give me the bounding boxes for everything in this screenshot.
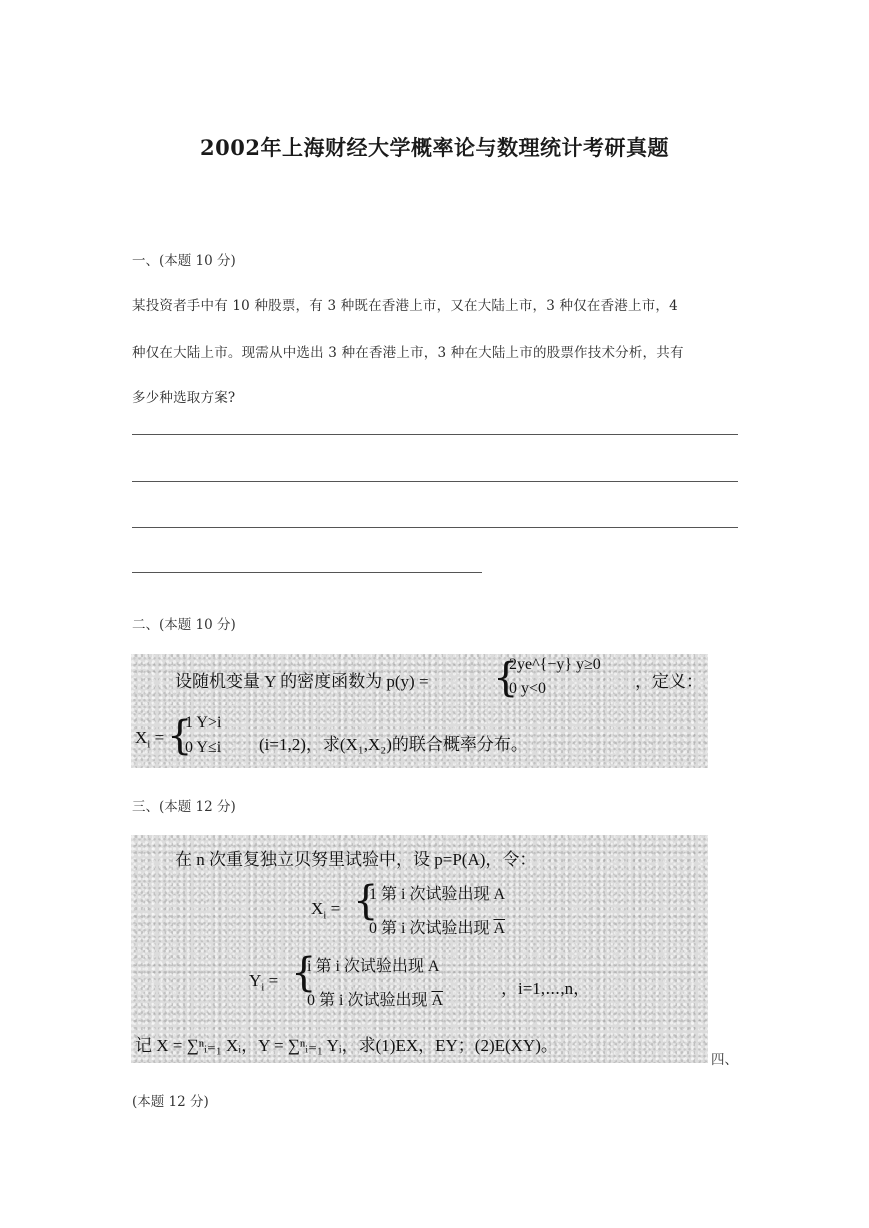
answer-rule xyxy=(132,434,738,435)
q2-case-1: 2ye^{−y} y≥0 xyxy=(509,656,601,673)
q3-x-sub: i xyxy=(323,909,327,922)
page-title: 2002年上海财经大学概率论与数理统计考研真题 xyxy=(200,135,669,160)
q3-y-tail: ，i=1,⋯,n， xyxy=(501,979,591,998)
q2-case-3: 1 Y>i xyxy=(185,714,222,731)
q1-line-3: 多少种选取方案? xyxy=(132,390,236,406)
q3-scanned-image xyxy=(131,835,708,1063)
q2-line2-x xyxy=(135,728,164,750)
q1-heading: 一、(本题 10 分) xyxy=(132,253,236,269)
q2-line2-suffix: (i=1,2)，求(X₁,X₂)的联合概率分布。 xyxy=(259,735,528,754)
q3-brace-y: { xyxy=(291,950,317,996)
q3-x-case-2 xyxy=(369,915,505,938)
q3-heading: 三、(本题 12 分) xyxy=(132,799,236,815)
q2-brace-1: { xyxy=(493,655,519,701)
q3-y-case-2-abar: $\overline{A}$ xyxy=(431,992,444,1009)
answer-rule xyxy=(132,527,738,528)
q2-case-2: 0 y<0 xyxy=(509,680,547,697)
q2-brace-2: { xyxy=(167,713,193,759)
answer-rule xyxy=(132,572,482,573)
q3-x-def: $X_i$ = xyxy=(311,899,341,922)
q2-heading: 二、(本题 10 分) xyxy=(132,617,236,633)
q4-number-tail: 四、 xyxy=(711,1052,738,1068)
q3-x-label: X xyxy=(311,899,324,918)
q3-y-case-2 xyxy=(307,987,443,1010)
q1-line-2: 种仅在大陆上市。现需从中选出 3 种在香港上市，3 种在大陆上市的股票作技术分析，共有 xyxy=(132,345,684,361)
q3-x-case-1: 1 第 i 次试验出现 A xyxy=(369,886,506,903)
q3-y-label: Y xyxy=(249,971,262,990)
q4-heading: (本题 12 分) xyxy=(132,1094,209,1110)
q3-brace-x: { xyxy=(353,878,379,924)
q3-x-case-2-text: 0 第 i 次试验出现 xyxy=(369,920,494,937)
q3-y-def: $Y_i$ = xyxy=(249,971,279,994)
q3-line-1: 在 n 次重复独立贝努里试验中，设 p=P(A)，令： xyxy=(175,850,537,869)
q3-y-case-1: i 第 i 次试验出现 A xyxy=(307,958,440,975)
q3-y-sub: i xyxy=(261,981,265,994)
q1-line-1: 某投资者手中有 10 种股票，有 3 种既在香港上市，又在大陆上市，3 种仅在香港上市，4 xyxy=(132,298,678,314)
q3-x-case-2-abar: $\overline{A}$ xyxy=(493,920,506,937)
q3-last-line: 记 X = ∑ⁿᵢ₌₁ Xᵢ，Y = ∑ⁿᵢ₌₁ Yᵢ，求(1)EX，EY；(2)E(XY)。 xyxy=(135,1036,558,1055)
q2-x-label: X xyxy=(135,728,148,747)
answer-rule xyxy=(132,481,738,482)
q2-case-4: 0 Y≤i xyxy=(185,739,222,756)
q2-line1-suffix: ，定义： xyxy=(635,672,703,691)
q3-y-case-2-text: 0 第 i 次试验出现 xyxy=(307,992,432,1009)
q2-scanned-image xyxy=(131,654,708,768)
q2-x-eq: = xyxy=(150,728,165,747)
q2-line1-prefix: 设随机变量 Y 的密度函数为 p(y) = xyxy=(175,672,429,691)
q2-x-sub: i xyxy=(147,738,151,751)
